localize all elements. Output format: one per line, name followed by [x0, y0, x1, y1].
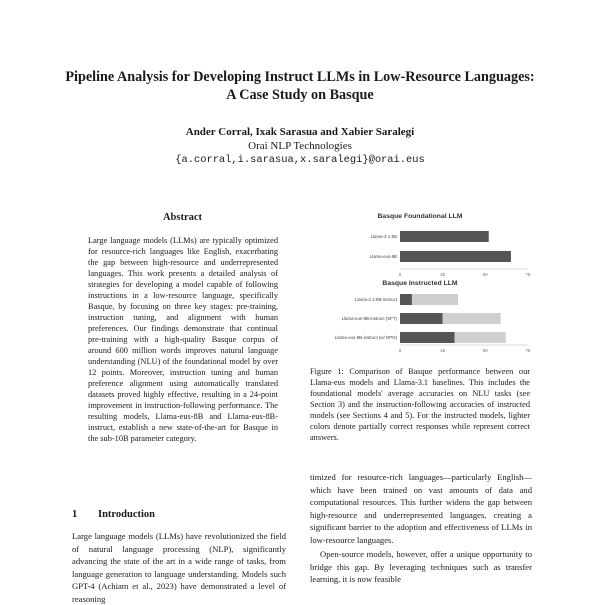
chart-title-foundational: Basque Foundational LLM: [377, 213, 463, 220]
bar-segment-partially-correct: [443, 313, 501, 324]
category-label: Llama-eus-8B-instruct (w/ DPO): [334, 335, 397, 340]
section-title: Introduction: [98, 509, 155, 520]
section-heading-introduction: [72, 509, 155, 520]
bar-segment-correct: [400, 332, 455, 343]
category-label: Llama-3.1-8B-instruct: [355, 297, 397, 302]
x-tick-label: 25: [440, 348, 446, 353]
affiliation: Orai NLP Technologies: [248, 140, 352, 152]
x-tick-label: 75: [525, 348, 531, 353]
x-tick-label: 0: [398, 348, 402, 353]
x-tick-label: 50: [482, 272, 488, 277]
introduction-text-right: [310, 471, 532, 586]
author-list: Ander Corral, Ixak Sarasua and Xabier Saralegi: [185, 126, 415, 138]
introduction-text-left: Large language models (LLMs) have revolutionized the field of natural language processing (NLP), significantly advancing the state of the art in a wide range of tasks, from language generation to language understanding. Models such GPT-4 (Achiam et al., 2023) have demonstrated a level of reasoning: [72, 531, 286, 604]
chart-title-instructed: Basque Instructed LLM: [382, 280, 458, 287]
bar: [400, 231, 489, 242]
bar-segment-correct: [400, 313, 443, 324]
category-label: Llama-eus-8B-instruct (SFT): [341, 316, 397, 321]
paragraph: Open-source models, however, offer a unique opportunity to bridge this gap. By leveraging techniques such as transfer learning, it is now feasible: [310, 549, 532, 584]
bar: [400, 251, 511, 262]
figure-1-chart: [300, 205, 540, 357]
bar-segment-partially-correct: [412, 294, 458, 305]
x-tick-label: 50: [482, 348, 488, 353]
x-tick-label: 75: [525, 272, 531, 277]
author-emails: {a.corral,i.sarasua,x.saralegi}@orai.eus: [175, 154, 425, 166]
abstract-text: Large language models (LLMs) are typically optimized for resource-rich languages like English, exacerbating the gap between high-resource and underrepresented languages. This work presents a detailed analysis of strategies for developing a model capable of following instructions in a low-resource language, specifically Basque, by focusing on three key stages: pre-training, instruction tuning, and alignment with human preferences. Our findings demonstrate that continual pre-training with a high-quality Basque corpus of around 600 million words improves natural language understanding (NLU) of the foundational model by over 12 points. Moreover, instruction tuning and human preference alignment using automatically translated datasets proved highly effective, resulting in a 24-point improvement in instruction-following performance. The resulting models, Llama-eus-8B and Llama-eus-8B-instruct, establish a new state-of-the-art for Basque in the sub-10B parameter category.: [88, 236, 278, 443]
figure-caption: Figure 1: Comparison of Basque performance between our Llama-eus models and Llama-3.1 baselines. This includes the foundational models' average accuracies on NLU tasks (see Section 3) and the instruction-following accuracies of instructed models (see Sections 4 and 5). For the instructed models, lighter colors denote partially correct responses while represent correct answers.: [310, 367, 530, 442]
section-number: 1: [72, 509, 78, 520]
paper-title: Pipeline Analysis for Developing Instruct LLMs in Low-Resource Languages: A Case Study on Basque: [65, 69, 535, 103]
x-tick-label: 25: [440, 272, 446, 277]
abstract-heading: Abstract: [162, 212, 203, 223]
paragraph: timized for resource-rich languages—particularly English—which have been trained on vast amounts of data and computational resources. This further widens the gap between high-resource and underrepresented languages, creating a significant barrier to the adoption and effectiveness of LLMs in low-resource languages.: [310, 472, 532, 545]
x-tick-label: 0: [398, 272, 402, 277]
bar-segment-partially-correct: [455, 332, 506, 343]
category-label: Llama-eus-8B: [369, 254, 397, 259]
bar-segment-correct: [400, 294, 412, 305]
category-label: Llama-3.1-8B: [370, 234, 397, 239]
